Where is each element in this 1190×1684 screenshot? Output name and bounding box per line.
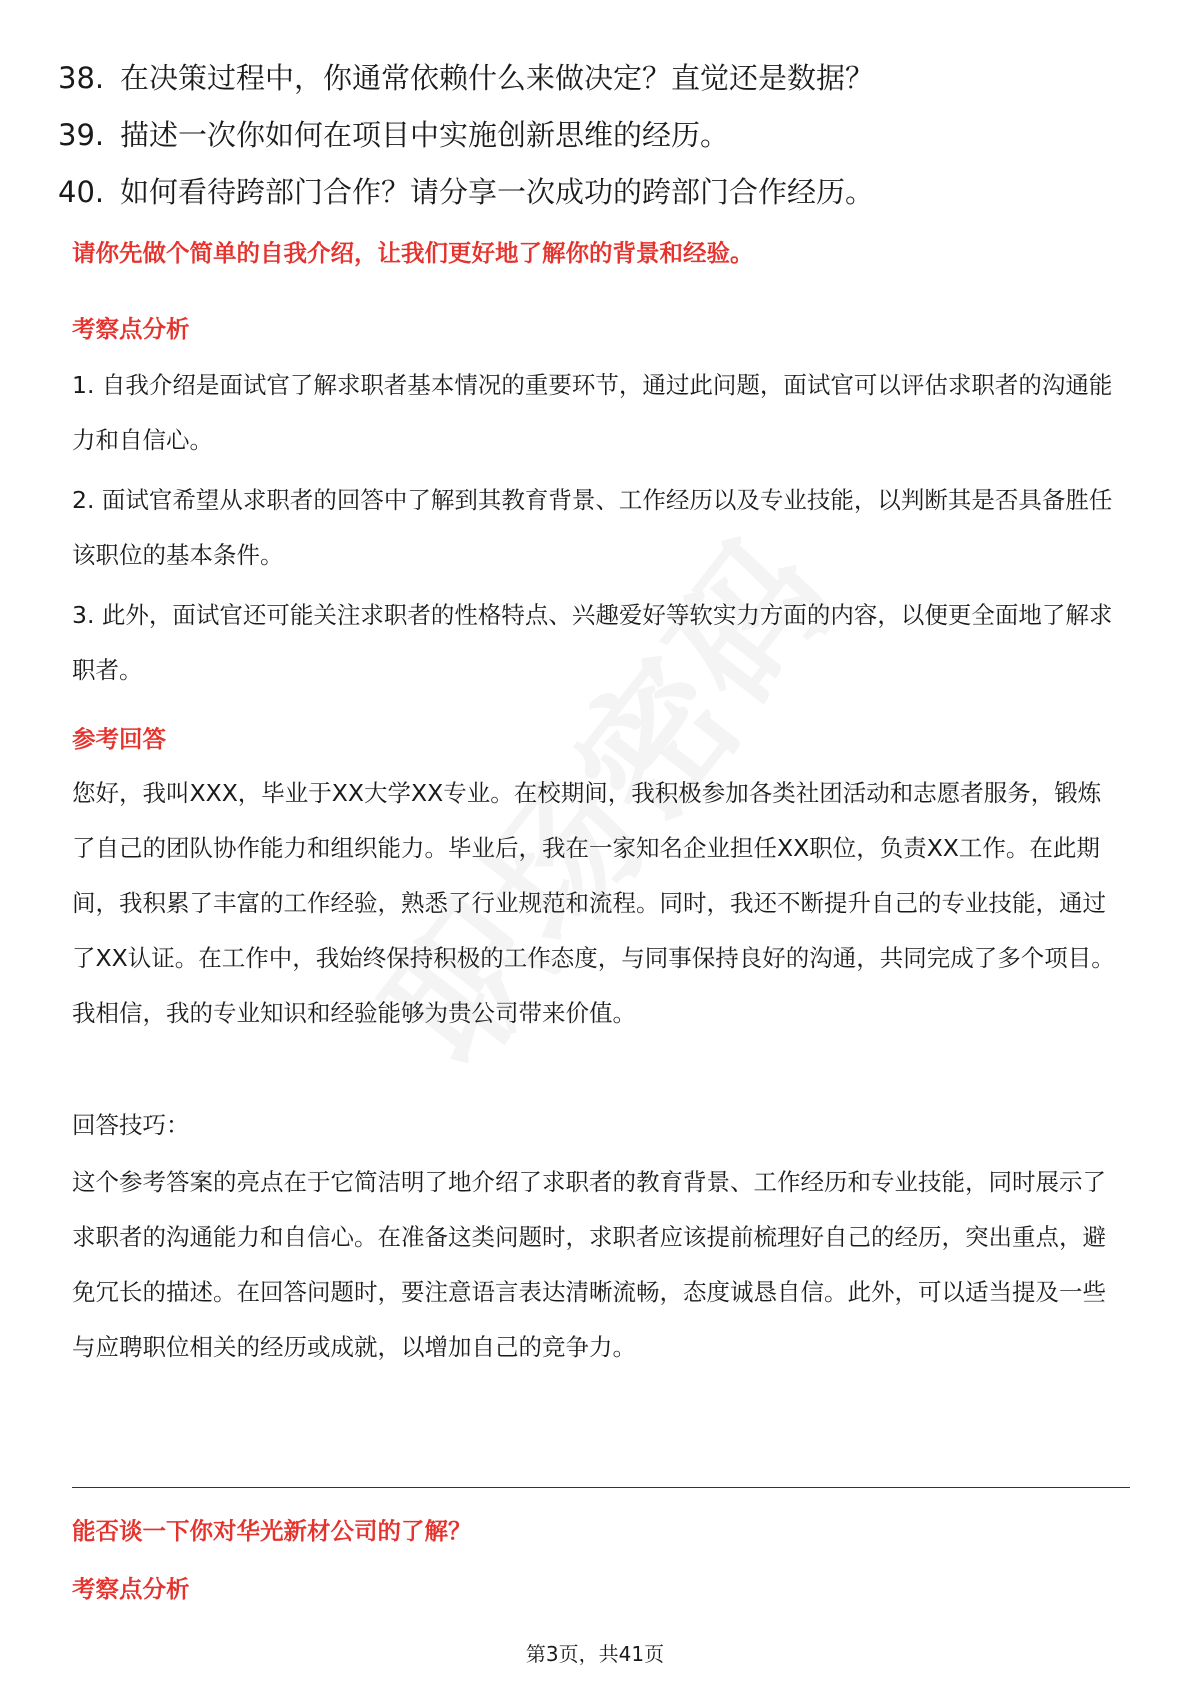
reference-answer: 您好，我叫XXX，毕业于XX大学XX专业。在校期间，我积极参加各类社团活动和志愿者服务，锻炼了自己的团队协作能力和组织能力。毕业后，我在一家知名企业担任XX职位，负责XX工作。在此期间，我积累了丰富的工作经验，熟悉了行业规范和流程。同时，我还不断提升自己的专业技能，通过了XX认证。在工作中，我始终保持积极的工作态度，与同事保持良好的沟通，共同完成了多个项目。我相信，我的专业知识和经验能够为贵公司带来价值。 <box>72 779 1115 1027</box>
analysis-point-3: 3. 此外，面试官还可能关注求职者的性格特点、兴趣爱好等软实力方面的内容，以便更全面地了解求职者。 <box>72 601 1113 684</box>
analysis-point-1: 1. 自我介绍是面试官了解求职者基本情况的重要环节，通过此问题，面试官可以评估求职者的沟通能力和自信心。 <box>72 371 1113 454</box>
question-item <box>58 50 1148 107</box>
question-item <box>58 107 1148 164</box>
question-number: 38. <box>58 61 105 95</box>
question-number: 39. <box>58 118 105 152</box>
question-number: 40. <box>58 175 105 209</box>
section-divider <box>72 1487 1130 1488</box>
question-list <box>58 50 1148 221</box>
section1-answer-heading: 参考回答 <box>72 725 166 753</box>
section2-question: 能否谈一下你对华光新材公司的了解？ <box>72 1517 472 1545</box>
tips-text: 这个参考答案的亮点在于它简洁明了地介绍了求职者的教育背景、工作经历和专业技能，同时展示了求职者的沟通能力和自信心。在准备这类问题时，求职者应该提前梳理好自己的经历，突出重点，避免冗长的描述。在回答问题时，要注意语言表达清晰流畅，态度诚恳自信。此外，可以适当提及一些与应聘职位相关的经历或成就，以增加自己的竞争力。 <box>72 1168 1106 1361</box>
section1-analysis-heading: 考察点分析 <box>72 315 190 343</box>
section2-analysis-heading: 考察点分析 <box>72 1575 190 1603</box>
question-text: 描述一次你如何在项目中实施创新思维的经历。 <box>120 118 730 152</box>
question-text: 如何看待跨部门合作？请分享一次成功的跨部门合作经历。 <box>120 175 875 209</box>
analysis-point-2: 2. 面试官希望从求职者的回答中了解到其教育背景、工作经历以及专业技能，以判断其是否具备胜任该职位的基本条件。 <box>72 486 1113 569</box>
question-text: 在决策过程中，你通常依赖什么来做决定？直觉还是数据？ <box>120 61 875 95</box>
section1-question: 请你先做个简单的自我介绍，让我们更好地了解你的背景和经验。 <box>72 239 754 267</box>
tips-heading: 回答技巧： <box>72 1111 190 1139</box>
page-footer: 第3页，共41页 <box>525 1642 665 1666</box>
question-item <box>58 164 1148 221</box>
